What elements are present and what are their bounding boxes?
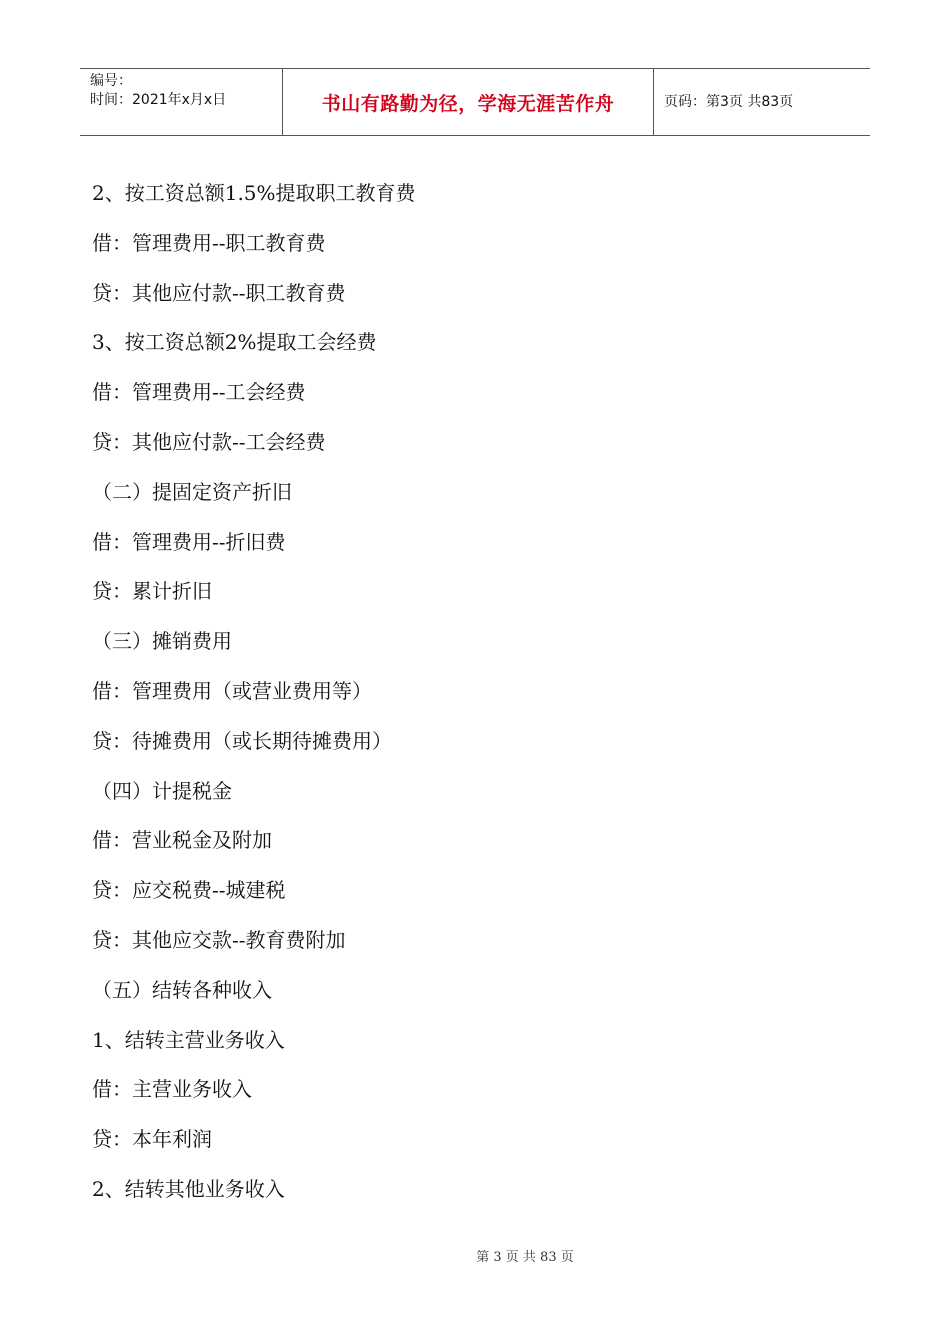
text-line: 借：管理费用--折旧费 — [92, 529, 286, 554]
text-line: 贷：应交税费--城建税 — [92, 878, 286, 903]
header-page-cell — [654, 69, 870, 135]
page-footer: 第 3 页 共 83 页 — [476, 1250, 574, 1265]
text-line: 2、按工资总额1.5%提取职工教育费 — [92, 181, 416, 205]
document-body — [92, 176, 852, 1222]
text-line: 贷：本年利润 — [92, 1127, 212, 1152]
text-line: 借：管理费用--职工教育费 — [92, 230, 326, 255]
text-line: （二）提固定资产折旧 — [92, 479, 292, 504]
text-line: 借：管理费用--工会经费 — [92, 380, 306, 405]
text-line: 贷：累计折旧 — [92, 579, 212, 604]
text-line: 借：主营业务收入 — [92, 1077, 252, 1102]
page-header — [80, 68, 870, 136]
text-line: 贷：其他应交款--教育费附加 — [92, 927, 346, 952]
text-line: 贷：其他应付款--工会经费 — [92, 429, 326, 454]
text-line: 1、结转主营业务收入 — [92, 1027, 285, 1052]
text-line: 3、按工资总额2%提取工会经费 — [92, 330, 377, 355]
text-line: （三）摊销费用 — [92, 629, 232, 654]
text-line: 借：营业税金及附加 — [92, 828, 272, 853]
header-motto: 书山有路勤为径，学海无涯苦作舟 — [321, 92, 615, 115]
text-line: （四）计提税金 — [92, 778, 232, 803]
text-line: 贷：其他应付款--职工教育费 — [92, 280, 346, 305]
document-number-label: 编号： — [90, 73, 132, 89]
header-page-info: 页码：第3页 共83页 — [664, 94, 794, 110]
document-time-label: 时间：2021年x月x日 — [90, 92, 227, 108]
header-meta-cell — [80, 69, 282, 135]
text-line: 贷：待摊费用（或长期待摊费用） — [92, 728, 392, 753]
header-motto-cell — [282, 69, 654, 135]
text-line: 借：管理费用（或营业费用等） — [92, 678, 372, 703]
text-line: （五）结转各种收入 — [92, 977, 272, 1002]
text-line: 2、结转其他业务收入 — [92, 1176, 285, 1201]
